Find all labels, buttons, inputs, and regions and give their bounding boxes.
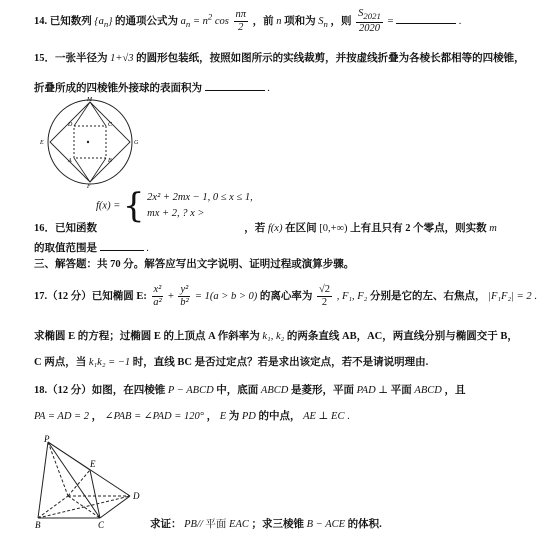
- answer-blank: [396, 13, 456, 24]
- label-D: D: [133, 491, 140, 501]
- question-16-line1: 16．已知函数 ，若 f(x) 在区间 [0,+∞) 上有且只有 2 个零点，则实数 m: [34, 223, 497, 234]
- q15-circle-diagram: [34, 96, 146, 188]
- question-16-line2: 的取值范围是 .: [34, 240, 149, 256]
- label-G: G: [134, 140, 139, 146]
- label-E: E: [90, 459, 96, 469]
- question-17-line2: 求椭圆 E 的方程；过椭圆 E 的上顶点 A 作斜率为 k₁, k₂ 的两条直线 AB，AC，两直线分别与椭圆交于 B，: [34, 331, 518, 342]
- label-C: C: [108, 122, 113, 128]
- label-D: D: [68, 122, 73, 128]
- q16-case-1: 2x² + 2mx − 1, 0 ≤ x ≤ 1,: [147, 192, 253, 203]
- q14-sequence: $\{a_n\}$: [94, 15, 113, 30]
- question-15-line2: 折叠所成的四棱锥外接球的表面积为 .: [34, 80, 270, 96]
- q14-formula: $a_n = n^2$ cos: [180, 11, 232, 30]
- q18-pyramid-diagram: [34, 434, 146, 530]
- question-15-line1: 15．一张半径为 1+√3 的圆形包装纸，按照如图所示的实线裁剪，并按虚线折叠为各棱长都相等的四棱锥，: [34, 53, 525, 64]
- q15-radius: 1+√3: [110, 53, 134, 64]
- label-E: E: [40, 140, 44, 146]
- label-C: C: [98, 520, 105, 530]
- q16-piecewise: f(x) = { 2x² + 2mx − 1, 0 ≤ x ≤ 1, mx + 2, ? x >: [96, 186, 253, 226]
- question-18-line2: PA = AD = 2 ， ∠PAB = ∠PAD = 120° ， E 为 PD 的中点， AE ⊥ EC .: [34, 411, 350, 422]
- question-17-line1: 17.（12 分）已知椭圆 E: $\frac{\text{x²}}{\text{a²}}$ + $\frac{\text{y²}}{\text{b²}}$ = 1(a > b > 0) 的离心率为 $\frac{√2}{2}$ , F₁, F₂ 分别是它的左、右焦点， |F₁F₂| = 2 .: [34, 284, 537, 308]
- q14-fraction: $\frac{n\pi}{2}$: [235, 9, 247, 34]
- label-B: B: [108, 158, 112, 164]
- label-A: A: [68, 158, 72, 164]
- label-F: F: [87, 184, 91, 188]
- label-B: B: [35, 520, 41, 530]
- answer-blank: [100, 240, 144, 251]
- answer-blank: [205, 80, 265, 91]
- question-17-line3: C 两点，当 k₁k₂ = −1 时，直线 BC 是否过定点？若是求出该定点，若不是请说明理由.: [34, 357, 429, 368]
- label-M: M: [87, 97, 92, 103]
- q14-ratio: $\frac{S_{2021}}{2020}$: [358, 8, 381, 35]
- q14-number: 14.: [34, 15, 48, 27]
- question-18-line1: 18.（12 分）如图，在四棱锥 P − ABCD 中，底面 ABCD 是菱形，平面 PAD ⊥ 平面 ABCD ，且: [34, 385, 466, 396]
- question-14: 14. 已知数列 $\{a_n\}$ 的通项公式为 $a_n = n^2$ cos $\frac{n\pi}{2}$ ，前 n 项和为 $S_n$ ，则 $\frac{S_{2021}}{2020}$ = .: [34, 8, 462, 35]
- q18-task: 求证： PB// 平面 EAC ；求三棱锥 B − ACE 的体积.: [150, 519, 382, 530]
- label-P: P: [44, 434, 50, 444]
- q16-interval: [0,+∞): [319, 223, 348, 234]
- section-3-heading: 三、解答题：共 70 分。解答应写出文字说明、证明过程或演算步骤。: [34, 259, 355, 270]
- q16-case-2: mx + 2, ? x >: [147, 208, 205, 219]
